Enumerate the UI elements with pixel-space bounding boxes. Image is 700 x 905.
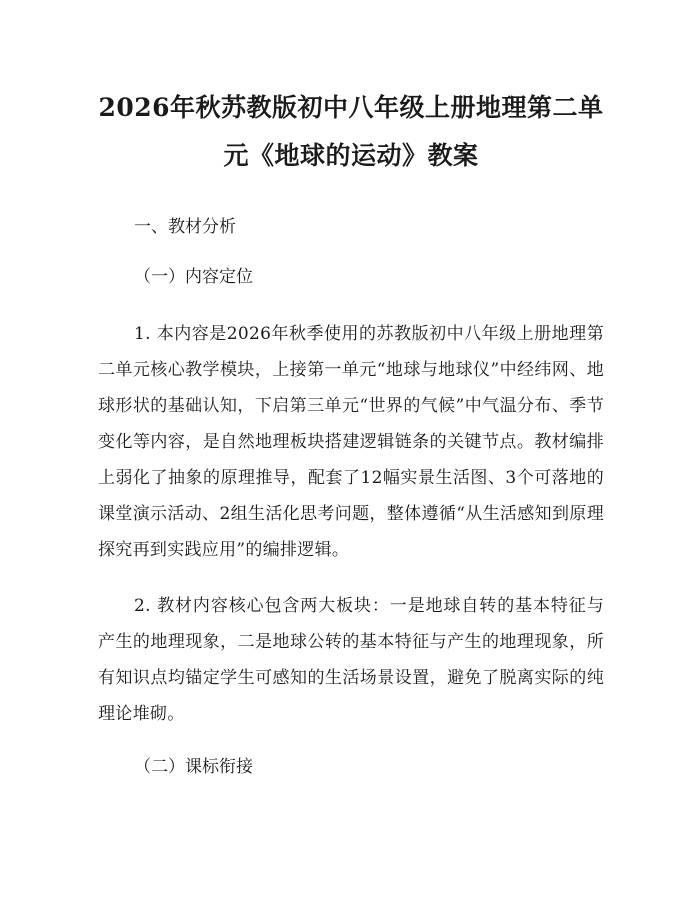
section-heading-textbook-analysis: 一、教材分析 [134,217,236,237]
subsection-heading-curriculum-link: （二）课标衔接 [134,757,253,777]
title-line-1: 2026年秋苏教版初中八年级上册地理第二单 [98,93,604,122]
paragraph-2: 2. 教材内容核心包含两大板块：一是地球自转的基本特征与产生的地理现象，二是地球公转的基本特征与产生的地理现象，所有知识点均锚定学生可感知的生活场景设置，避免了脱离实际的纯理论堆砌。 [98,596,604,724]
document-title [98,0,604,180]
title-line-2: 元《地球的运动》教案 [223,141,479,170]
paragraph-1: 1. 本内容是2026年秋季使用的苏教版初中八年级上册地理第二单元核心教学模块，上接第一单元“地球与地球仪”中经纬网、地球形状的基础认知，下启第三单元“世界的气候”中气温分布、季节变化等内容，是自然地理板块搭建逻辑链条的关键节点。教材编排上弱化了抽象的原理推导，配套了12幅实景生活图、3个可落地的课堂演示活动、2组生活化思考问题，整体遵循“从生活感知到原理探究再到实践应用”的编排逻辑。 [98,324,604,560]
subsection-heading-content-positioning: （一）内容定位 [134,267,253,287]
